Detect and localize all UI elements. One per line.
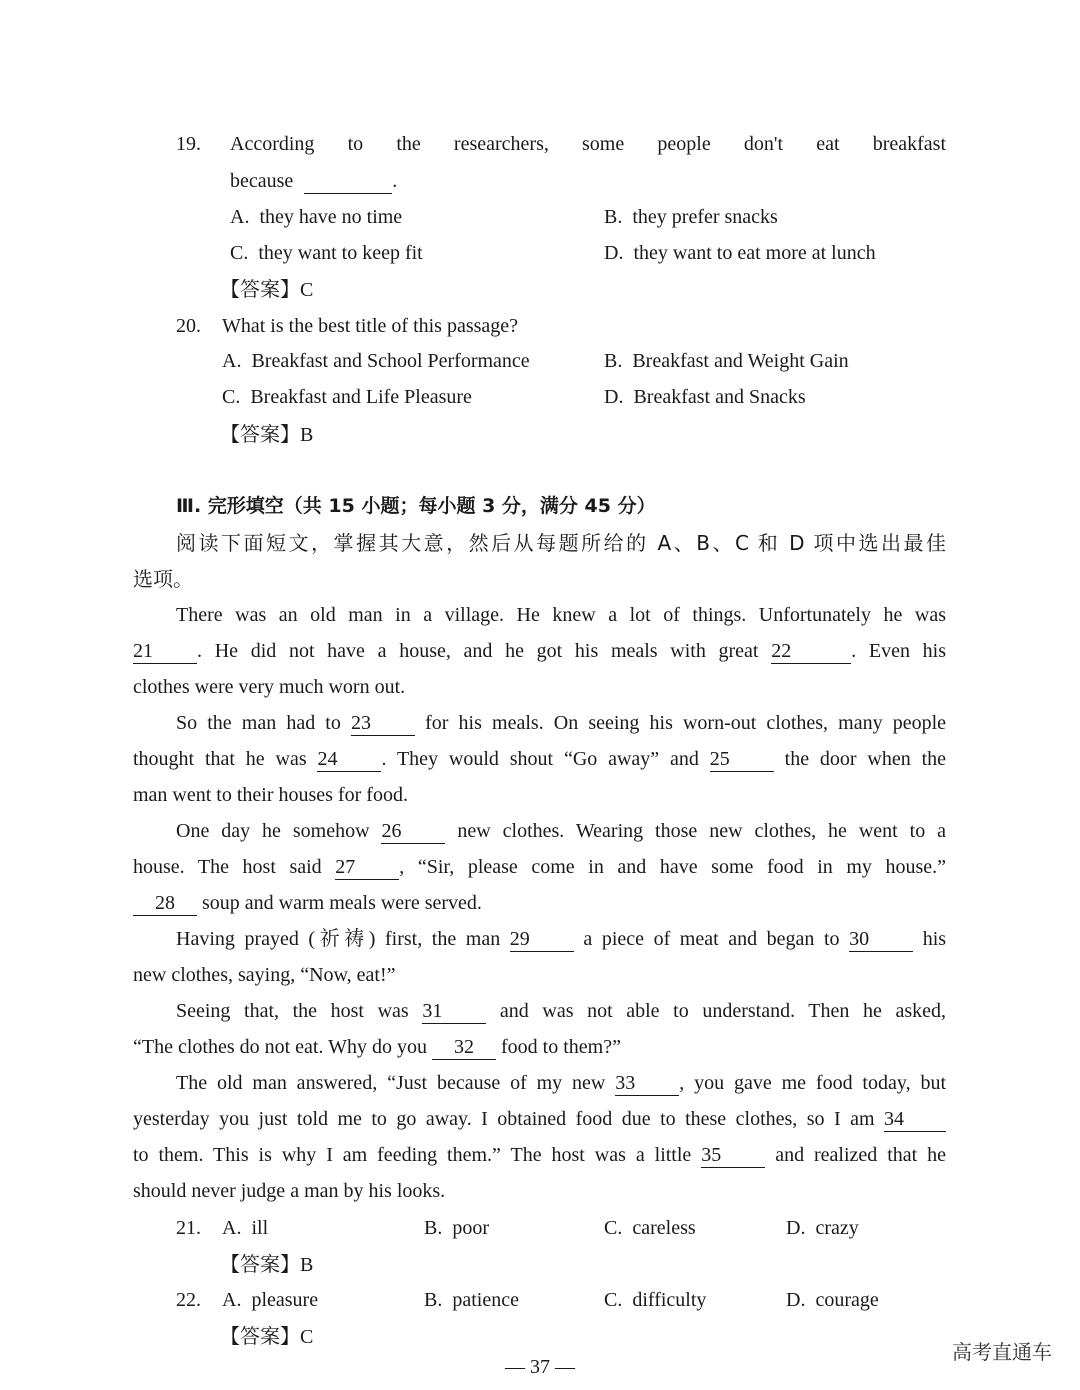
text: . He did not have a house, and he got his meals with great: [197, 640, 759, 662]
blank-23: 23: [351, 712, 415, 736]
answer-label: 【答案】: [220, 1252, 300, 1276]
text: yesterday you just told me to go away. I obtained food due to these clothes, so I am: [133, 1108, 875, 1130]
q19-stem-line1: According to the researchers, some people don't eat breakfast: [230, 133, 946, 155]
option-letter: A.: [222, 1217, 242, 1239]
q19-blank: [304, 170, 392, 194]
answer-label: 【答案】: [220, 277, 300, 301]
q21-option-a: [222, 1214, 268, 1242]
q22-option-c: [604, 1286, 706, 1314]
q20-answer: [220, 420, 313, 449]
blank-29: 29: [510, 928, 574, 952]
p6-line1: [176, 1069, 946, 1097]
q20-option-d: [604, 383, 806, 411]
text: One day he somehow: [176, 820, 370, 842]
option-text: courage: [815, 1289, 879, 1311]
option-letter: A.: [222, 350, 242, 372]
q22-option-a: [222, 1286, 318, 1314]
option-text: they want to eat more at lunch: [633, 242, 876, 264]
text: for his meals. On seeing his worn-out clothes, many people: [425, 712, 947, 734]
q19-number: 19.: [176, 133, 201, 155]
option-letter: A.: [222, 1289, 242, 1311]
page-number: — 37 —: [505, 1356, 575, 1378]
text: So the man had to: [176, 712, 341, 734]
watermark-text: 高考直通车: [952, 1340, 1052, 1364]
answer-value: C: [300, 1326, 314, 1348]
blank-22: 22: [771, 640, 851, 664]
blank-28: 28: [133, 892, 197, 916]
section-instruction-line1: 阅读下面短文，掌握其大意，然后从每题所给的 A、B、C 和 D 项中选出最佳: [176, 531, 946, 555]
p2-line2: [133, 745, 946, 773]
text: the door when the: [784, 748, 947, 770]
option-text: they have no time: [259, 206, 403, 228]
blank-32: 32: [432, 1036, 496, 1060]
option-text: difficulty: [632, 1289, 707, 1311]
option-text: pleasure: [251, 1289, 319, 1311]
p6-line4: should never judge a man by his looks.: [133, 1180, 446, 1202]
blank-35: 35: [701, 1144, 765, 1168]
option-letter: C.: [230, 242, 249, 264]
option-text: they want to keep fit: [258, 242, 423, 264]
option-letter: D.: [786, 1217, 806, 1239]
answer-value: C: [300, 279, 314, 301]
text: Having prayed (祈祷) first, the man: [176, 928, 501, 950]
option-letter: C.: [604, 1217, 623, 1239]
q21-number: 21.: [176, 1217, 201, 1239]
option-text: they prefer snacks: [632, 206, 778, 228]
option-letter: D.: [604, 242, 624, 264]
blank-24: 24: [317, 748, 381, 772]
p1-line3: clothes were very much worn out.: [133, 676, 406, 698]
section-heading: Ⅲ. 完形填空（共 15 小题；每小题 3 分，满分 45 分）: [176, 495, 656, 517]
option-letter: D.: [786, 1289, 806, 1311]
blank-30: 30: [849, 928, 913, 952]
q19-option-b: [604, 203, 778, 231]
option-text: Breakfast and Life Pleasure: [250, 386, 472, 408]
option-letter: B.: [424, 1217, 443, 1239]
text: and was not able to understand. Then he asked,: [499, 1000, 947, 1022]
text: , you gave me food today, but: [679, 1072, 946, 1094]
q22-option-d: [786, 1286, 879, 1314]
q19-stem-because: because: [230, 170, 294, 192]
text: food to them?”: [501, 1036, 621, 1058]
blank-26: 26: [381, 820, 445, 844]
q22-option-b: [424, 1286, 519, 1314]
q22-number: 22.: [176, 1289, 201, 1311]
blank-31: 31: [422, 1000, 486, 1024]
text: his: [922, 928, 947, 950]
text: to them. This is why I am feeding them.” The host was a little: [133, 1144, 692, 1166]
q20-option-a: [222, 347, 530, 375]
option-text: Breakfast and School Performance: [251, 350, 530, 372]
text: house. The host said: [133, 856, 322, 878]
q19-option-c: [230, 239, 423, 267]
p4-line1: [176, 925, 946, 953]
blank-33: 33: [615, 1072, 679, 1096]
p1-line1: There was an old man in a village. He knew a lot of things. Unfortunately he was: [176, 604, 946, 626]
q20-stem: What is the best title of this passage?: [222, 315, 519, 337]
option-text: patience: [452, 1289, 519, 1311]
option-letter: B.: [604, 206, 623, 228]
p5-line1: [176, 997, 946, 1025]
p2-line3: man went to their houses for food.: [133, 784, 408, 806]
answer-label: 【答案】: [220, 1324, 300, 1348]
text: soup and warm meals were served.: [202, 892, 482, 914]
p1-line2: [133, 637, 946, 665]
p2-line1: [176, 709, 946, 737]
p6-line2: [133, 1105, 946, 1133]
option-letter: B.: [604, 350, 623, 372]
answer-value: B: [300, 424, 314, 446]
q21-answer: [220, 1250, 313, 1279]
option-letter: C.: [222, 386, 241, 408]
option-text: crazy: [815, 1217, 859, 1239]
q20-option-b: [604, 347, 849, 375]
blank-25: 25: [710, 748, 774, 772]
section-instruction-line2: 选项。: [133, 567, 193, 591]
option-text: Breakfast and Weight Gain: [632, 350, 849, 372]
q21-option-d: [786, 1214, 859, 1242]
option-letter: A.: [230, 206, 250, 228]
text: thought that he was: [133, 748, 307, 770]
text: The old man answered, “Just because of my new: [176, 1072, 606, 1094]
p3-line1: [176, 817, 946, 845]
q20-option-c: [222, 383, 472, 411]
text: . Even his: [851, 640, 946, 662]
q19-answer: [220, 275, 313, 304]
blank-27: 27: [335, 856, 399, 880]
option-text: ill: [251, 1217, 269, 1239]
q21-option-b: [424, 1214, 489, 1242]
q19-option-a: [230, 203, 402, 231]
option-text: poor: [452, 1217, 490, 1239]
text: . They would shout “Go away” and: [381, 748, 699, 770]
q22-answer: [220, 1322, 313, 1351]
text: a piece of meat and began to: [583, 928, 840, 950]
option-letter: B.: [424, 1289, 443, 1311]
answer-label: 【答案】: [220, 422, 300, 446]
text: “The clothes do not eat. Why do you: [133, 1036, 428, 1058]
p3-line3: [133, 889, 482, 917]
q19-stem-line2: [230, 167, 397, 195]
text: Seeing that, the host was: [176, 1000, 409, 1022]
q19-stem-end: .: [392, 170, 398, 192]
text: new clothes. Wearing those new clothes, he went to a: [457, 820, 947, 842]
option-letter: D.: [604, 386, 624, 408]
option-text: careless: [632, 1217, 696, 1239]
q21-option-c: [604, 1214, 696, 1242]
q20-number: 20.: [176, 315, 201, 337]
blank-21: 21: [133, 640, 197, 664]
answer-value: B: [300, 1254, 314, 1276]
p4-line2: new clothes, saying, “Now, eat!”: [133, 964, 396, 986]
blank-34: 34: [884, 1108, 946, 1132]
text: , “Sir, please come in and have some food in my house.”: [399, 856, 947, 878]
option-text: Breakfast and Snacks: [633, 386, 806, 408]
p5-line2: [133, 1033, 621, 1061]
text: and realized that he: [775, 1144, 947, 1166]
p3-line2: [133, 853, 946, 881]
q19-option-d: [604, 239, 876, 267]
p6-line3: [133, 1141, 946, 1169]
option-letter: C.: [604, 1289, 623, 1311]
